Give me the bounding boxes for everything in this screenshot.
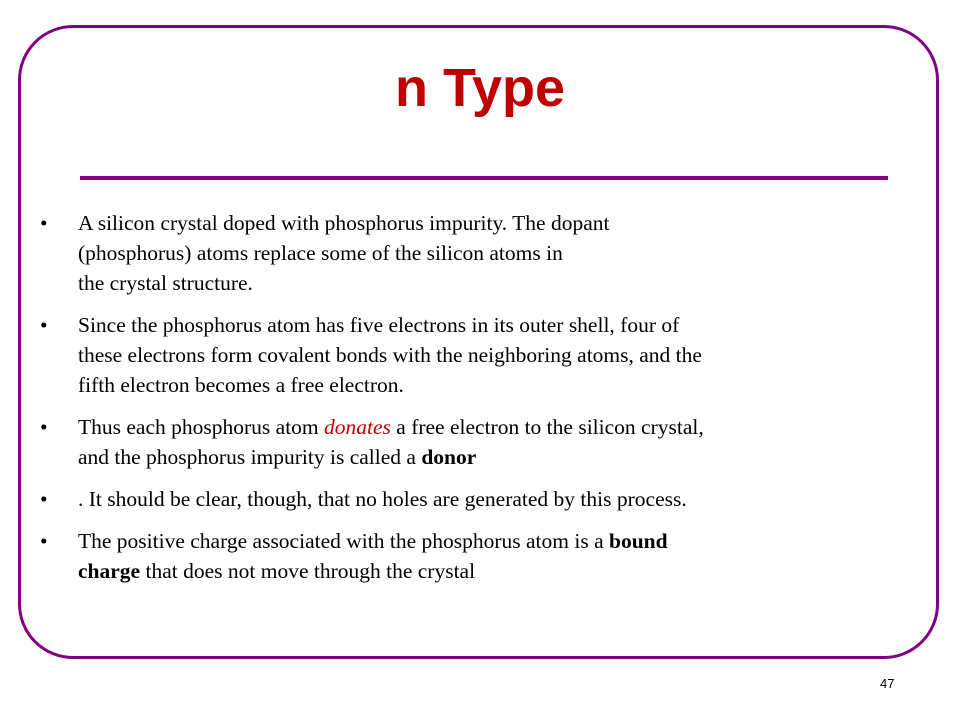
bullet-line (78, 556, 900, 586)
bullet-text: The positive charge associated with the phosphorus atom is a (78, 529, 610, 553)
bullet-line (78, 526, 900, 556)
bullet-line (78, 442, 900, 472)
bullet-list (0, 208, 960, 598)
bullet-line: . It should be clear, though, that no holes are generated by this process. (78, 487, 687, 511)
bold-bound: bound (609, 529, 668, 553)
bullet-dot-icon: • (40, 313, 48, 337)
bullet-line: A silicon crystal doped with phosphorus impurity. The dopant (78, 211, 610, 235)
bold-charge: charge (78, 559, 141, 583)
bullet-text: Thus each phosphorus atom (78, 415, 325, 439)
bullet-item (0, 412, 960, 472)
bullet-text: that does not move through the crystal (140, 559, 476, 583)
bullet-line: Since the phosphorus atom has five electrons in its outer shell, four of (78, 313, 680, 337)
bullet-line: the crystal structure. (78, 271, 253, 295)
bullet-item (0, 208, 960, 298)
page-number: 47 (880, 676, 895, 691)
bold-donor: donor (421, 445, 477, 469)
bullet-line: fifth electron becomes a free electron. (78, 373, 404, 397)
bullet-dot-icon: • (40, 529, 48, 553)
emphasis-donates: donates (324, 415, 391, 439)
bullet-item (0, 526, 960, 586)
title-divider (80, 176, 888, 180)
slide-title: n Type (394, 58, 565, 118)
bullet-text: a free electron to the silicon crystal, (390, 415, 704, 439)
bullet-item (0, 310, 960, 400)
bullet-dot-icon: • (40, 211, 48, 235)
bullet-dot-icon: • (40, 415, 48, 439)
bullet-item (0, 484, 960, 514)
bullet-line (78, 412, 900, 442)
bullet-text: and the phosphorus impurity is called a (78, 445, 422, 469)
bullet-line: these electrons form covalent bonds with the neighboring atoms, and the (78, 343, 702, 367)
bullet-dot-icon: • (40, 487, 48, 511)
bullet-line: (phosphorus) atoms replace some of the silicon atoms in (78, 241, 563, 265)
